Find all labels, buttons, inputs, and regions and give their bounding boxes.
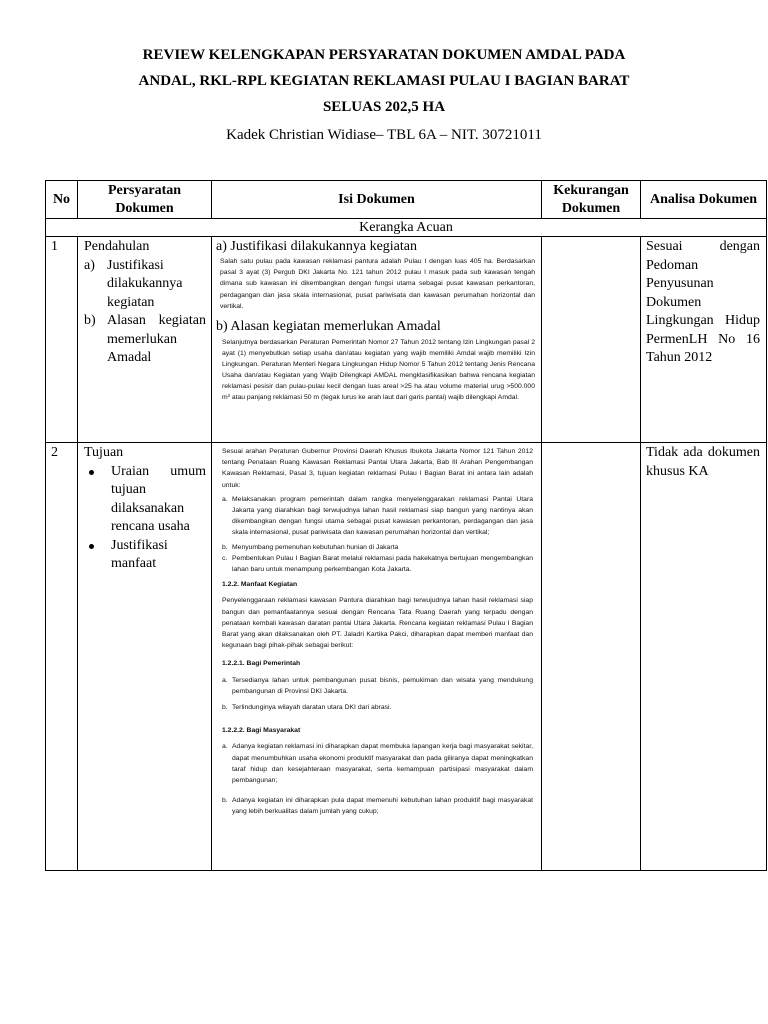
list-item: Justifikasi manfaat (84, 537, 206, 574)
row2-intro: Sesuai arahan Peraturan Gubernur Provinsi Daerah Khusus Ibukota Jakarta Nomor 121 Tahun 2012 tentang Penataan Ruang Kawasan Reklamasi Pantai Utara Jakarta, Bab III Arahan Pengembangan Kawasan Reklamasi, Pasal 3, tujuan kegiatan reklamasi Pulau I Bagian Barat ini antara lain adalah untuk: (222, 448, 533, 489)
header-kekurangan: Kekurangan Dokumen (542, 181, 641, 219)
row2-sub-pemerintah: 1.2.2.1. Bagi Pemerintah (222, 660, 301, 668)
table-row (46, 237, 767, 443)
doc-title-line1: REVIEW KELENGKAPAN PERSYARATAN DOKUMEN AMDAL PADA (142, 47, 626, 63)
list-item: Uraian umum tujuan dilaksanakan rencana usaha (84, 463, 206, 537)
header-persyaratan: Persyaratan Dokumen (78, 181, 212, 219)
header-no: No (46, 181, 78, 219)
row2-kekurangan (542, 443, 641, 871)
section-kerangka-acuan: Kerangka Acuan (46, 219, 767, 237)
row2-list1 (222, 494, 537, 575)
row2-persyaratan (78, 443, 212, 871)
section-row (46, 219, 767, 237)
list-item: b. Terlindunginya wilayah daratan utara DKI dari abrasi. (222, 704, 392, 712)
row2-isi (212, 443, 542, 871)
table-header-row (46, 181, 767, 219)
row1-no: 1 (46, 237, 78, 443)
row1-kekurangan (542, 237, 641, 443)
header-analisa: Analisa Dokumen (641, 181, 767, 219)
list-item: a. Tersedianya lahan untuk pembangunan pusat bisnis, pemukiman dan wisata yang mendukung pembangunan di Provinsi DKI Jakarta. (222, 676, 533, 695)
row1-para-b: Selanjutnya berdasarkan Peraturan Pemerintah Nomor 27 Tahun 2012 tentang Izin Lingkungan pasal 2 ayat (1) menyebutkan setiap usaha dan/atau kegiatan yang wajib memiliki Amdal wajib memiliki Izin Lingkungan. Peraturan Menteri Negara Lingkungan Hidup Nomor 5 Tahun 2012 tentang Jenis Rencana Usaha dan/atau Kegiatan yang Wajib Dilengkapi AMDAL mengklasifikasikan bahwa rencana kegiatan reklamasi pesisir dan pulau-pulau kecil dengan luas areal >25 ha atau volume material urug >500.000 m³ atau panjang reklamasi 50 m (tegak lurus ke arah laut dari garis pantai) wajib dilengkapi Amdal. (222, 339, 535, 401)
row2-analisa: Tidak ada dokumen khusus KA (641, 443, 767, 871)
row1-isi (212, 237, 542, 443)
table-row (46, 443, 767, 871)
doc-author: Kadek Christian Widiase– TBL 6A – NIT. 30721011 (226, 127, 542, 143)
list-item: a. Adanya kegiatan reklamasi ini diharapkan dapat membuka lapangan kerja bagi masyarakat sekitar, dapat menumbuhkan usaha ekonomi produktif masyarakat dan pada giliranya dapat meningkatkan taraf hidup dan kesejahteraan masyarakat, serta kemampuan partisipasi masyarakat dalam pembangunan; (222, 743, 533, 785)
review-table (45, 180, 767, 871)
row1-heading-a: a) Justifikasi dilakukannya kegiatan (216, 239, 417, 254)
doc-title-line3: SELUAS 202,5 HA (322, 99, 446, 115)
row1-heading-b: b) Alasan kegiatan memerlukan Amadal (216, 319, 441, 335)
row2-list3 (222, 741, 537, 817)
row1-persyaratan (78, 237, 212, 443)
list-item: b. Menyumbang pemenuhan kebutuhan hunian di Jakarta (222, 543, 399, 551)
row2-persyaratan-title: Tujuan (84, 445, 124, 460)
bullet-icon (89, 544, 94, 549)
row1-persyaratan-title: Pendahulan (84, 239, 150, 254)
row2-sub-manfaat: 1.2.2. Manfaat Kegiatan (222, 581, 298, 589)
list-item: b. Adanya kegiatan ini diharapkan pula dapat memenuhi kebutuhan lahan produktif bagi masyarakat yang lebih berkualitas dalam jumlah yang cukup; (222, 797, 533, 816)
list-item: a. Melaksanakan program pemerintah dalam rangka menyelenggarakan reklamasi Pantai Utara Jakarta yang diarahkan bagi terwujudnya lahan hasil reklamasi siap bangun yang nantinya akan dikembangkan dengan fungsi utama sebagai pusat kawasan perkantoran, perdagangan dan jasa skala internasional, pusat pariwisata dan kawasan perumahan horizontal dan vertikal; (222, 495, 533, 537)
doc-title-line2: ANDAL, RKL-RPL KEGIATAN REKLAMASI PULAU I BAGIAN BARAT (138, 73, 630, 89)
list-item: b) Alasan kegiatan memerlukan Amadal (84, 313, 206, 365)
row1-para-a: Salah satu pulau pada kawasan reklamasi pantura adalah Pulau I dengan luas 405 ha. Berdasarkan pasal 3 ayat (3) Pergub DKI Jakarta No. 121 tahun 2012 pulau I masuk pada sub kawasan tengah dimana sub kawasan ini dikembangkan dengan fungsi utama sebagai pusat kawasan perkantoran, perdagangan dan jasa skala internasional, pusat pariwisata dan kawasan perumahan horizontal dan vertikal. (220, 258, 535, 310)
list-item: a) Justifikasi dilakukannya kegiatan (84, 257, 183, 310)
bullet-icon (89, 470, 94, 475)
row2-sub-masyarakat: 1.2.2.2. Bagi Masyarakat (222, 727, 301, 735)
row2-list2 (222, 675, 537, 714)
row2-para-manfaat: Penyelenggaraan reklamasi kawasan Pantura diarahkan bagi terwujudnya lahan hasil reklamasi siap bangun dan pemanfaatannya sesuai dengan Rencana Tata Ruang Daerah yang terpadu dengan penataan kembali kawasan daratan pantai Utara Jakarta. Rencana kegiatan reklamasi Pulau I Bagian Barat yang akan dilaksanakan oleh PT. Jaladri Kartika Pakci, diharapkan dapat memberi manfaat dan kegunaan bagi pihak-pihak sebagai berikut: (222, 597, 533, 650)
row1-analisa: Sesuai dengan Pedoman Penyusunan Dokumen Lingkungan Hidup PermenLH No 16 Tahun 2012 (641, 237, 767, 443)
header-isi: Isi Dokumen (212, 181, 542, 219)
row2-no: 2 (46, 443, 78, 871)
list-item: c. Pembentukan Pulau I Bagian Barat melalui reklamasi pada hakekatnya bertujuan mengembangkan lahan baru untuk menampung perkembangan Kota Jakarta. (222, 554, 533, 574)
